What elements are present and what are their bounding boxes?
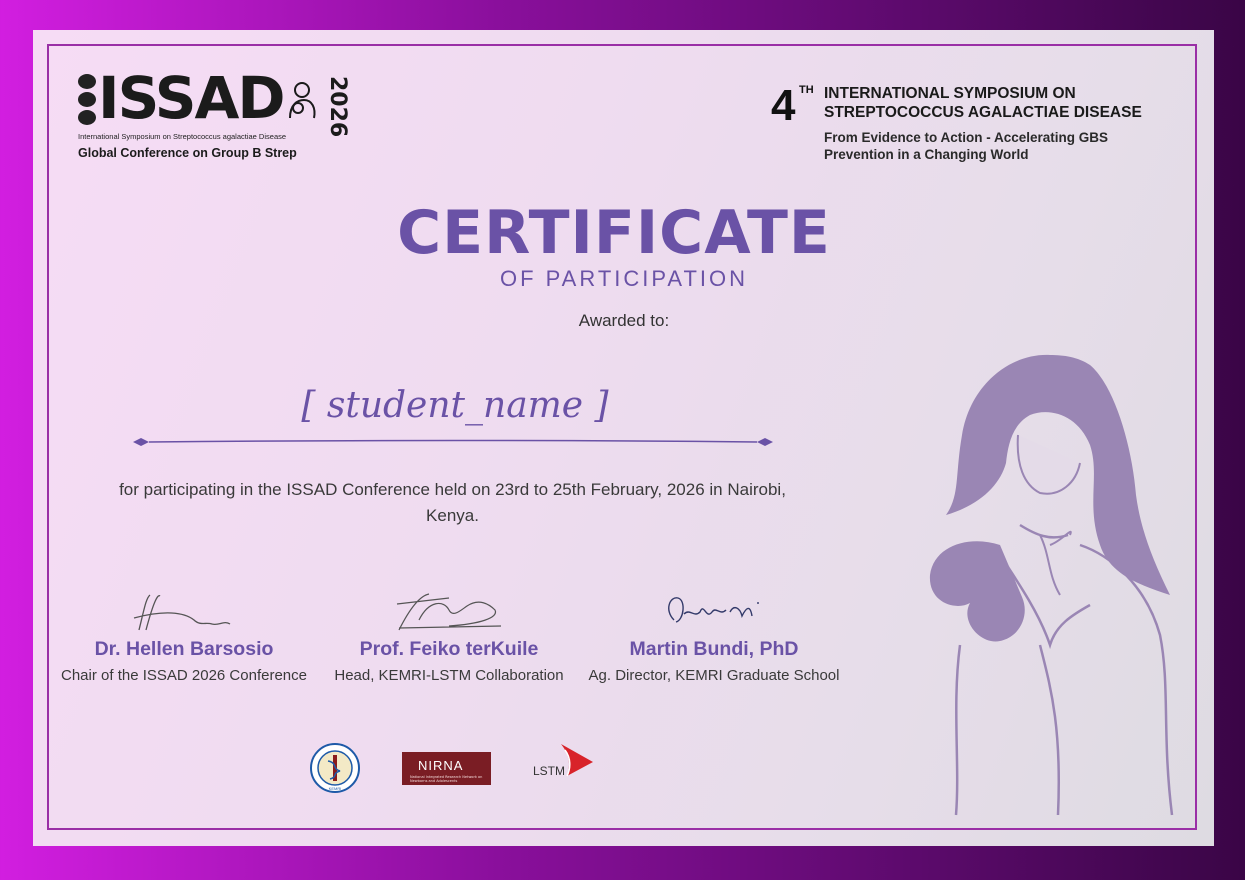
lstm-label: LSTM	[533, 764, 566, 778]
logo-tagline: Global Conference on Group B Strep	[78, 146, 297, 160]
logo-dots-icon	[78, 74, 96, 128]
recipient-name: [ student_name ]	[301, 385, 609, 426]
signatory-3-role: Ag. Director, KEMRI Graduate School	[588, 667, 840, 684]
certificate-subtitle: OF PARTICIPATION	[499, 266, 749, 291]
signatory-3	[584, 590, 844, 687]
signatory-2-role: Head, KEMRI-LSTM Collaboration	[334, 667, 564, 684]
participation-description: for participating in the ISSAD Conference held on 23rd to 25th February, 2026 in Nairobi, Kenya.	[119, 480, 786, 525]
signatory-1-name: Dr. Hellen Barsosio	[94, 638, 274, 660]
mother-baby-icon	[284, 78, 320, 122]
symposium-ordinal: TH	[799, 84, 814, 96]
signatory-1-role: Chair of the ISSAD 2026 Conference	[61, 667, 307, 684]
logo-name: ISSAD	[98, 64, 284, 132]
lstm-logo	[531, 742, 595, 788]
certificate-title: CERTIFICATE	[397, 198, 831, 268]
kemri-logo	[310, 743, 360, 793]
awarded-to-label: Awarded to:	[578, 311, 670, 330]
symposium-number: 4	[771, 81, 796, 130]
symposium-title: INTERNATIONAL SYMPOSIUM ON STREPTOCOCCUS AGALACTIAE DISEASE	[824, 85, 1142, 121]
signature-2	[389, 590, 509, 636]
logo-year: 2026	[325, 76, 350, 138]
nirna-label: NIRNA	[418, 758, 464, 773]
issad-logo	[78, 64, 350, 160]
signatory-2	[319, 590, 579, 687]
name-underline	[133, 432, 773, 452]
signature-1	[124, 590, 244, 636]
signature-3	[654, 590, 774, 636]
svg-text:KEMRI: KEMRI	[328, 786, 342, 791]
signatory-2-name: Prof. Feiko terKuile	[359, 638, 539, 660]
nirna-small-text: National Integrated Research Network on Newborns and Adolescents	[410, 775, 483, 783]
mother-baby-illustration	[900, 345, 1200, 830]
logo-subtitle: International Symposium on Streptococcus agalactiae Disease	[78, 132, 287, 141]
symposium-theme: From Evidence to Action - Accelerating GBS Prevention in a Changing World	[824, 130, 1109, 162]
nirna-logo	[402, 752, 491, 785]
signatory-3-name: Martin Bundi, PhD	[629, 638, 799, 660]
signatory-1	[54, 590, 314, 687]
